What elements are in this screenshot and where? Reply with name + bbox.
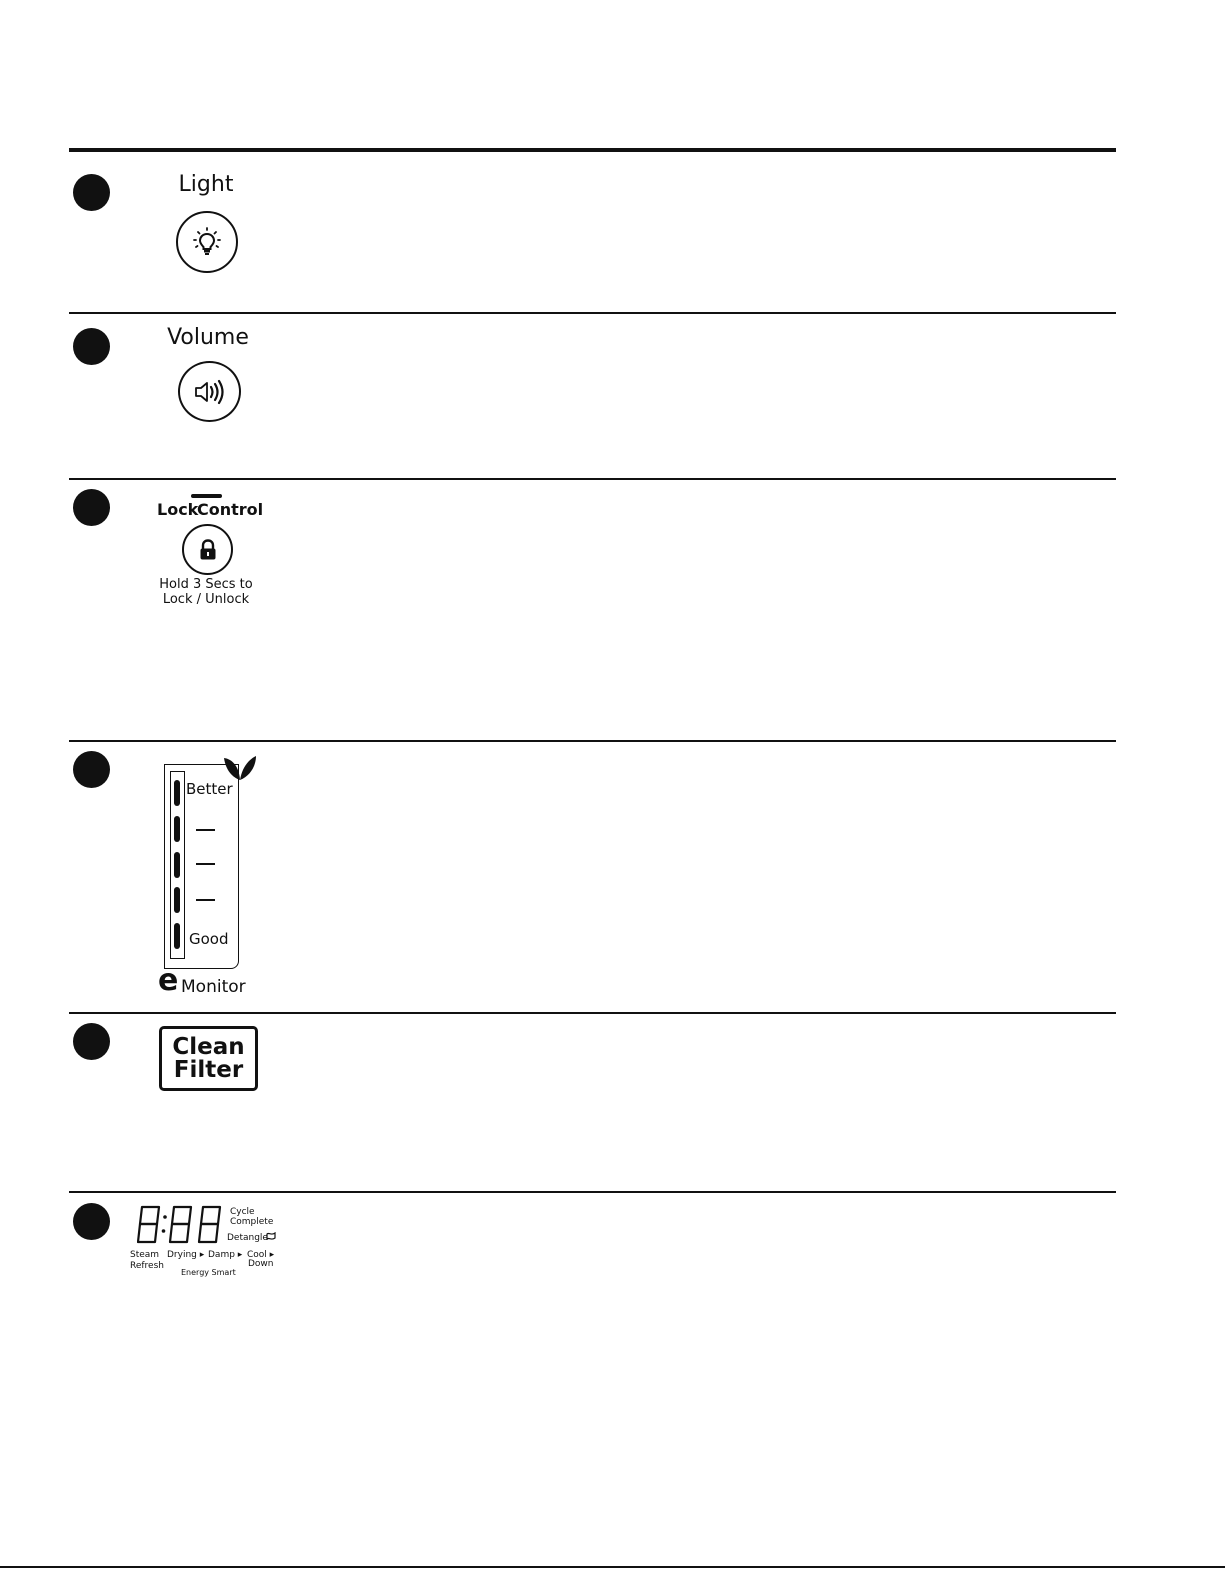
emonitor-level-1 — [174, 923, 180, 949]
header-rule — [69, 148, 1116, 152]
damp-label: Damp ▸ — [208, 1250, 243, 1260]
emonitor-logo-word: Monitor — [181, 977, 246, 997]
emonitor-better-label: Better — [186, 780, 233, 798]
leaf-icon — [222, 754, 258, 782]
lock-control-button[interactable] — [182, 524, 233, 575]
cool-down-line1: Cool ▸ — [247, 1250, 275, 1260]
light-bulb-icon — [190, 225, 224, 259]
footer-rule — [0, 1566, 1225, 1568]
lock-label: Lock — [157, 500, 199, 519]
steam-refresh-line2: Refresh — [130, 1261, 164, 1271]
emonitor-dash-3 — [196, 899, 215, 901]
energy-smart-label: Energy Smart — [181, 1268, 236, 1277]
clean-filter-line2: Filter — [173, 1056, 244, 1083]
row-bullet-1 — [73, 174, 110, 211]
row-divider-5 — [69, 1191, 1116, 1193]
clean-filter-line1: Clean — [172, 1033, 245, 1060]
emonitor-level-2 — [174, 887, 180, 913]
emonitor-dash-2 — [196, 863, 215, 865]
cycle-complete-line2: Complete — [230, 1217, 274, 1227]
row-bullet-4 — [73, 751, 110, 788]
lock-hint-line1: Hold 3 Secs to — [159, 577, 253, 592]
cool-down-line2: Down — [248, 1259, 274, 1269]
row-bullet-2 — [73, 328, 110, 365]
light-label: Light — [178, 172, 234, 197]
drying-label: Drying ▸ — [167, 1250, 205, 1260]
row-divider-4 — [69, 1012, 1116, 1014]
row-divider-2 — [69, 478, 1116, 480]
lock-bar — [191, 494, 222, 498]
volume-label: Volume — [167, 325, 249, 350]
cycle-complete-line1: Cycle — [230, 1207, 255, 1217]
emonitor-level-5 — [174, 780, 180, 806]
emonitor-level-4 — [174, 816, 180, 842]
detangle-label: Detangle — [227, 1233, 268, 1243]
control-label: Control — [197, 500, 264, 519]
row-bullet-3 — [73, 489, 110, 526]
emonitor-logo-letter: e — [158, 963, 179, 998]
speaker-icon — [192, 377, 228, 407]
row-divider-3 — [69, 740, 1116, 742]
emonitor-dash-1 — [196, 829, 215, 831]
volume-button[interactable] — [178, 361, 241, 422]
clean-filter-indicator — [159, 1026, 258, 1091]
emonitor-level-3 — [174, 852, 180, 878]
row-bullet-5 — [73, 1023, 110, 1060]
row-divider-1 — [69, 312, 1116, 314]
lock-hint-line2: Lock / Unlock — [162, 592, 250, 607]
row-bullet-6 — [73, 1203, 110, 1240]
padlock-icon — [197, 538, 219, 562]
seven-segment-display — [137, 1205, 225, 1245]
steam-refresh-line1: Steam — [130, 1250, 160, 1260]
detangle-icon — [266, 1232, 276, 1241]
light-button[interactable] — [176, 211, 238, 273]
emonitor-good-label: Good — [189, 930, 229, 948]
